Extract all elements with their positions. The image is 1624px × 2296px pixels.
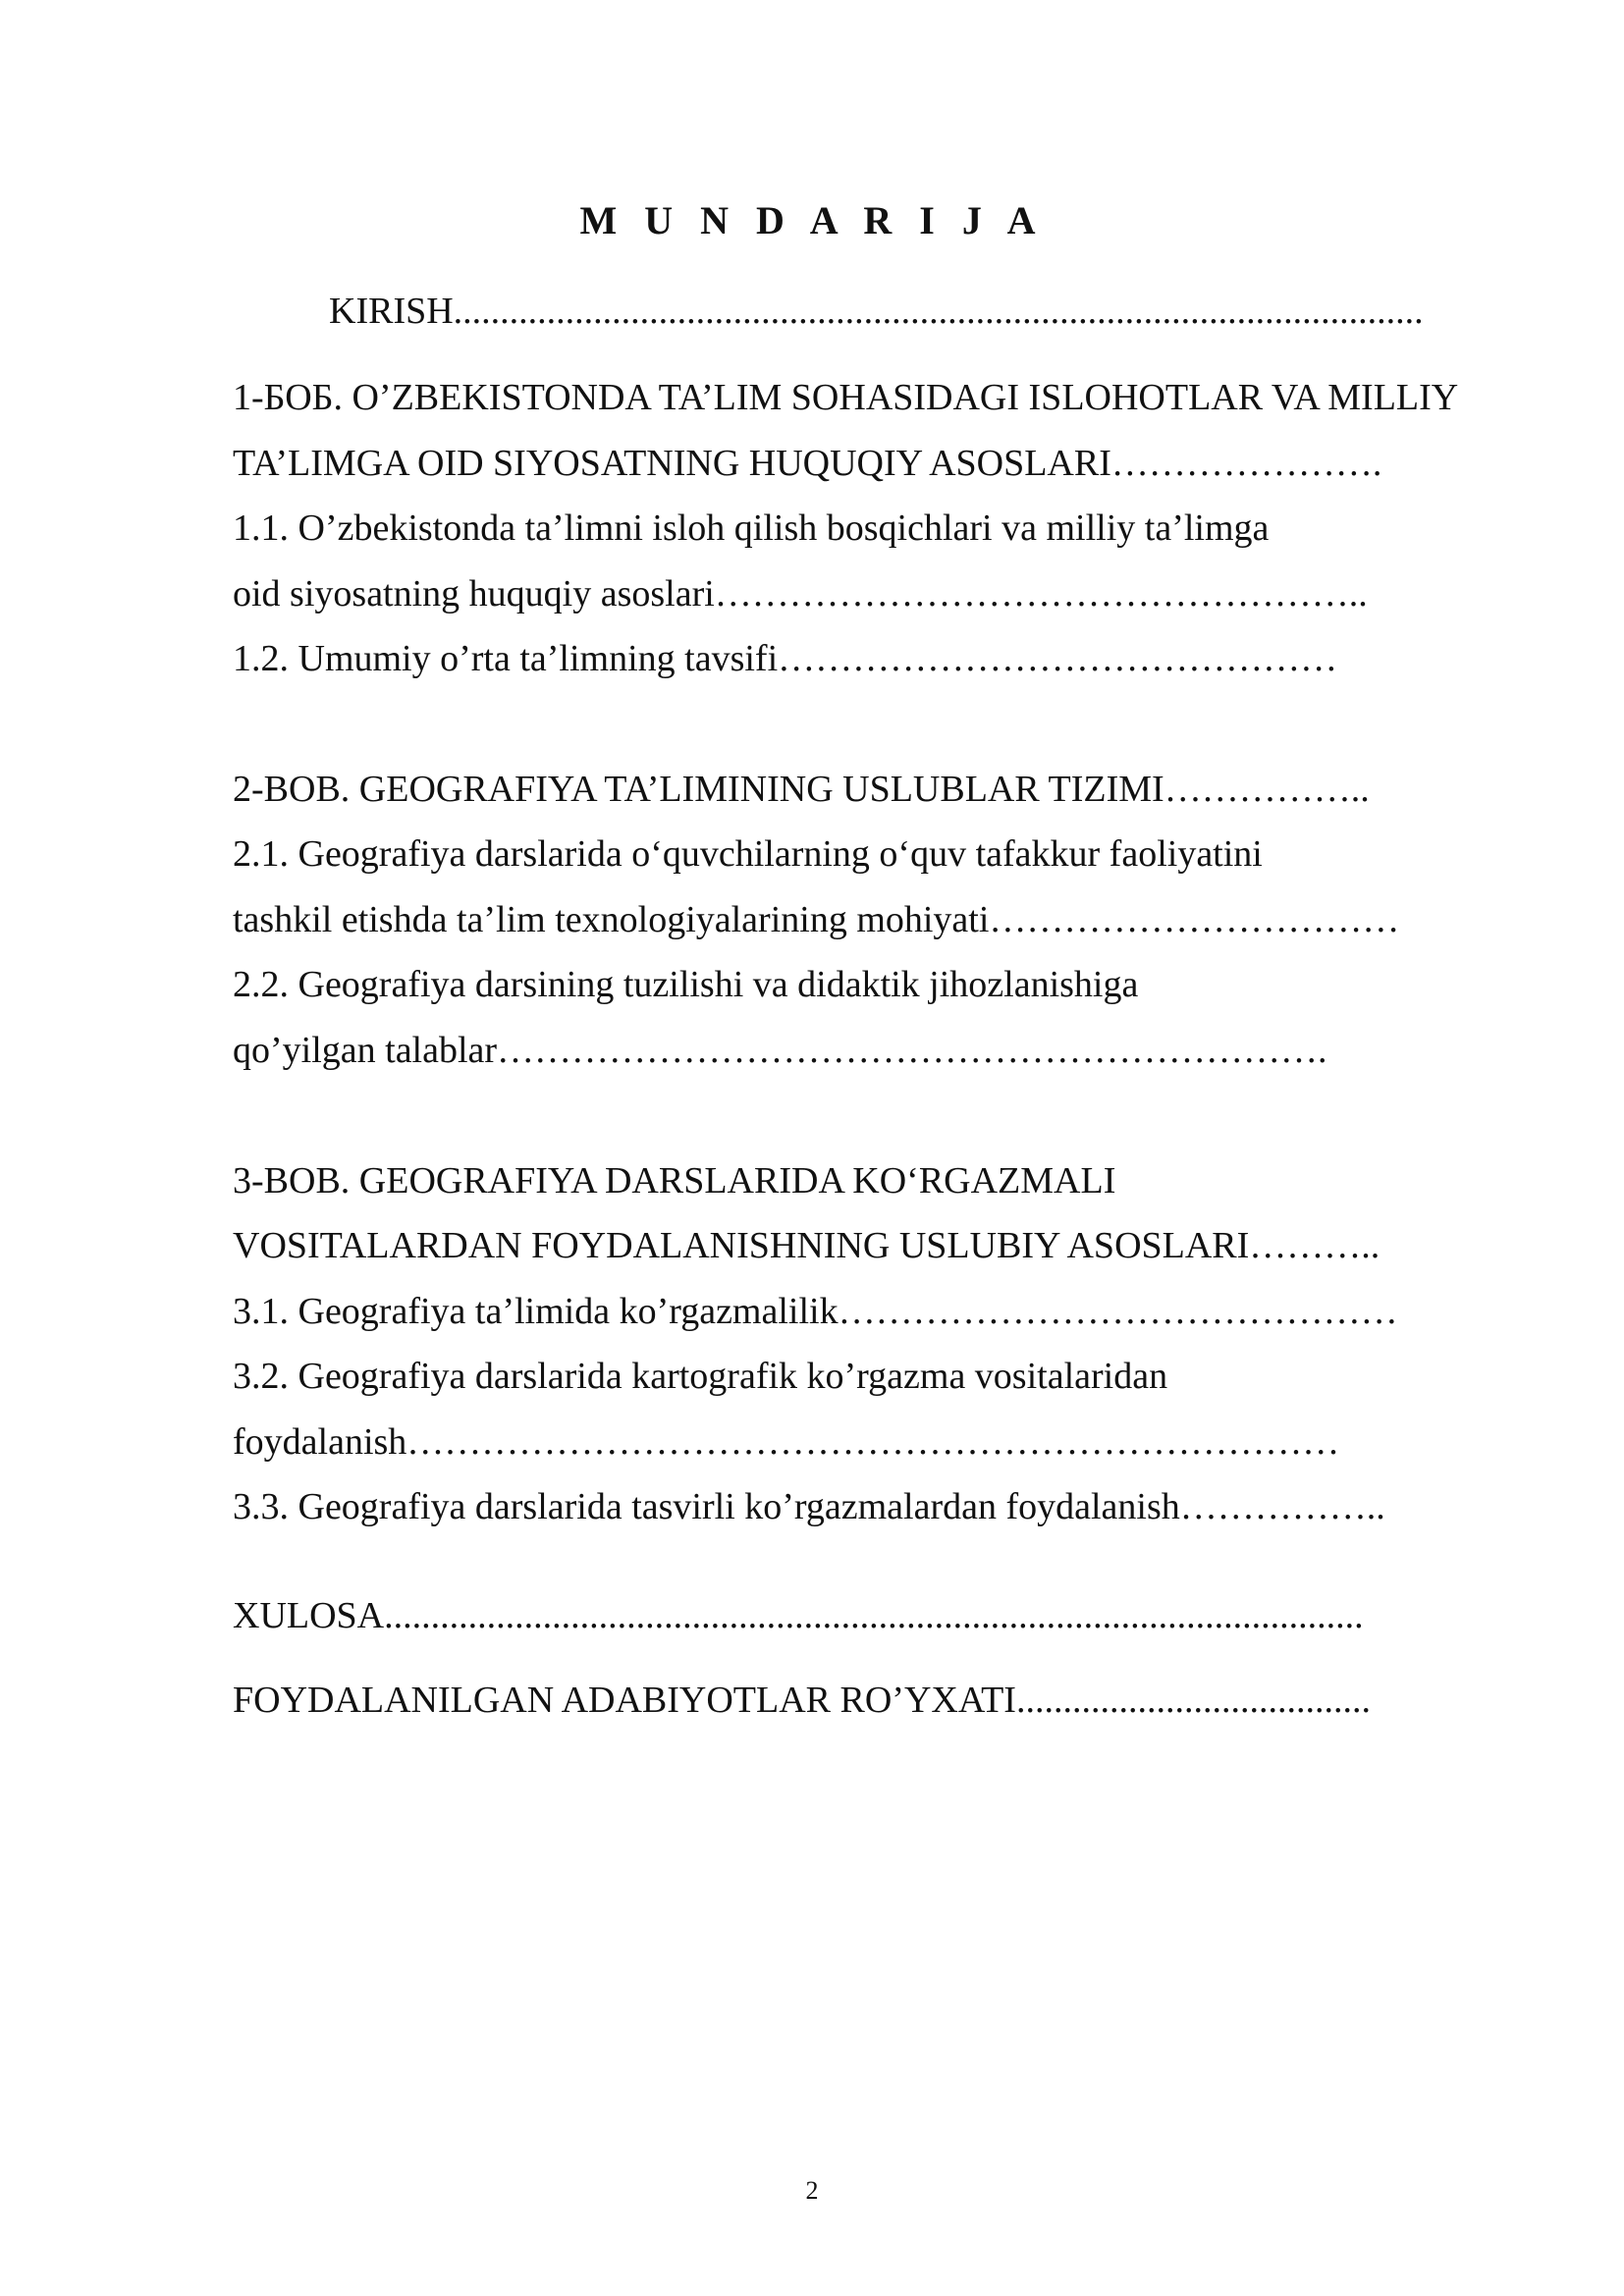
toc-chapter-3-heading-line-2: VOSITALARDAN FOYDALANISHNING USLUBIY ASOSLARI……….. [233, 1225, 1380, 1266]
toc-section-1-1-line-2: oid siyosatning huquqiy asoslari…………………………………………….. [233, 573, 1368, 614]
page-title: M U N D A R I J A [579, 198, 1045, 242]
page-number: 2 [805, 2176, 819, 2205]
toc-section-3-2-line-2: foydalanish………………………………………………………………… [233, 1421, 1340, 1463]
toc-section-3-3: 3.3. Geografiya darslarida tasvirli ko’rgazmalardan foydalanish…………….. [233, 1486, 1385, 1527]
toc-chapter-2-heading: 2-BOB. GEOGRAFIYA TA’LIMINING USLUBLAR TIZIMI…………….. [233, 769, 1370, 810]
toc-section-2-2-line-1: 2.2. Geografiya darsining tuzilishi va didaktik jihozlanishiga [233, 964, 1139, 1005]
toc-section-2-1-line-2: tashkil etishda ta’lim texnologiyalarining mohiyati…………………………… [233, 899, 1400, 940]
toc-chapter-3-heading-line-1: 3-BOB. GEOGRAFIYA DARSLARIDA KO‘RGAZMALI [233, 1160, 1116, 1201]
toc-section-2-1-line-1: 2.1. Geografiya darslarida o‘quvchilarning o‘quv tafakkur faoliyatini [233, 833, 1263, 875]
toc-entry-kirish: KIRISH........................................................................................................ [329, 291, 1424, 332]
toc-section-3-1: 3.1. Geografiya ta’limida ko’rgazmalilik……………………………………… [233, 1291, 1398, 1332]
toc-entry-references: FOYDALANILGAN ADABIYOTLAR RO’YXATI...................................... [233, 1680, 1371, 1721]
toc-chapter-1-heading-line-1: 1-БОБ. O’ZBEKISTONDA TA’LIM SOHASIDAGI ISLOHOTLAR VA MILLIY [233, 377, 1459, 418]
toc-section-3-2-line-1: 3.2. Geografiya darslarida kartografik ko’rgazma vositalaridan [233, 1356, 1168, 1397]
toc-chapter-1-heading-line-2: TA’LIMGA OID SIYOSATNING HUQUQIY ASOSLARI…………………. [233, 443, 1382, 484]
toc-section-2-2-line-2: qo’yilgan talablar…………………………………………………………. [233, 1030, 1327, 1071]
toc-section-1-2: 1.2. Umumiy o’rta ta’limning tavsifi……………………………………… [233, 638, 1338, 679]
toc-entry-xulosa: XULOSA......................................................................................................... [233, 1595, 1364, 1636]
toc-section-1-1-line-1: 1.1. O’zbekistonda ta’limni isloh qilish bosqichlari va milliy ta’limga [233, 507, 1270, 549]
